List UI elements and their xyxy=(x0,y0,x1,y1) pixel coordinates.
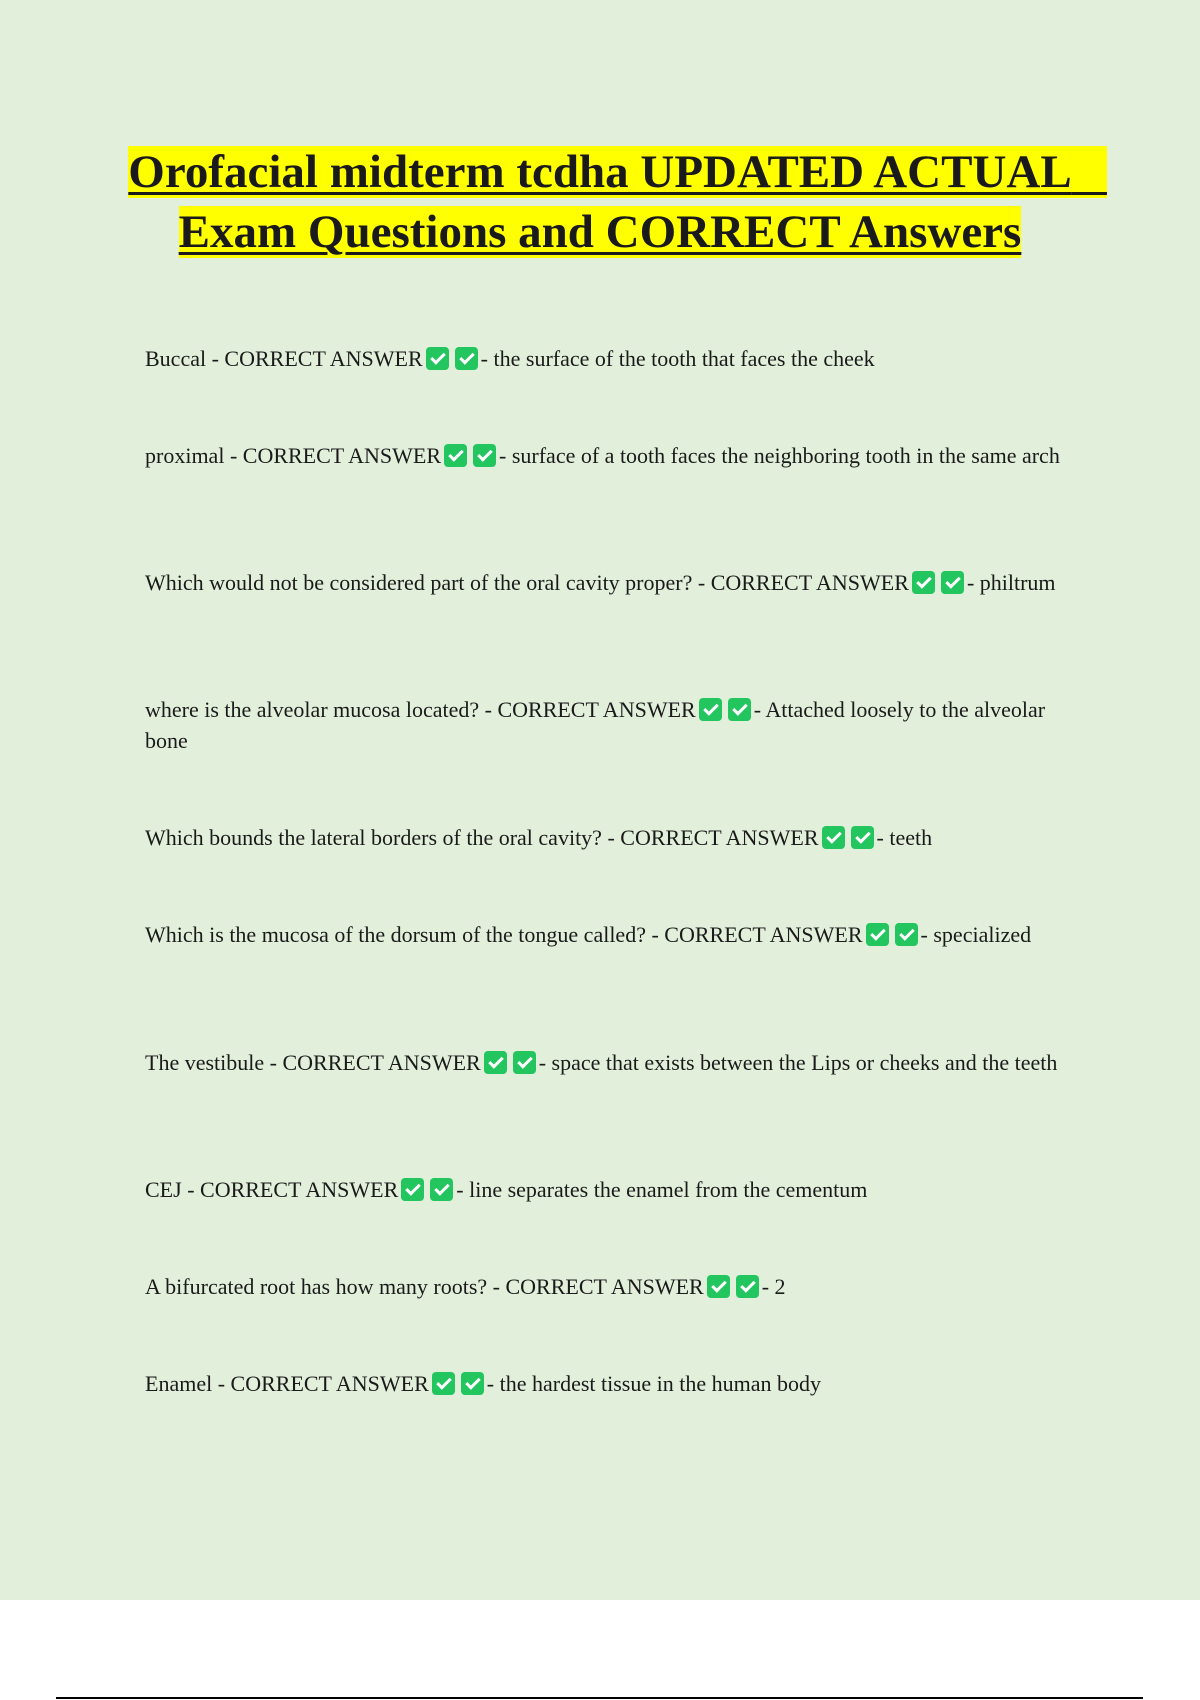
qa-answer: the surface of the tooth that faces the cheek xyxy=(493,346,875,371)
qa-answer: 2 xyxy=(774,1274,786,1299)
check-mark-icon xyxy=(426,347,449,370)
document-title-text: Orofacial midterm tcdha UPDATED ACTUAL Exam Questions and CORRECT Answers xyxy=(128,146,1107,258)
qa-question: Which is the mucosa of the dorsum of the tongue called? xyxy=(145,922,646,947)
check-mark-icon xyxy=(728,698,751,721)
qa-item: proximal - CORRECT ANSWER - surface of a tooth faces the neighboring tooth in the same arch xyxy=(145,443,1060,468)
qa-answer-marker: CORRECT ANSWER xyxy=(230,1371,429,1396)
qa-item: CEJ - CORRECT ANSWER - line separates the enamel from the cementum xyxy=(145,1177,868,1202)
qa-answer: philtrum xyxy=(979,570,1056,595)
qa-answer: specialized xyxy=(933,922,1032,947)
check-mark-icon xyxy=(851,826,874,849)
qa-answer: Attached loosely to the alveolar bone xyxy=(145,697,1046,753)
qa-answer: surface of a tooth faces the neighboring tooth in the same arch xyxy=(511,443,1060,468)
qa-answer: space that exists between the Lips or cheeks and the teeth xyxy=(551,1050,1058,1075)
check-mark-icon xyxy=(430,1178,453,1201)
qa-item: Which bounds the lateral borders of the oral cavity? - CORRECT ANSWER - teeth xyxy=(145,825,933,850)
check-mark-icon xyxy=(484,1051,507,1074)
qa-answer-marker: CORRECT ANSWER xyxy=(664,922,863,947)
qa-item: Enamel - CORRECT ANSWER - the hardest tissue in the human body xyxy=(145,1371,821,1396)
check-mark-icon xyxy=(699,698,722,721)
check-mark-icon xyxy=(461,1372,484,1395)
check-mark-icon xyxy=(473,444,496,467)
qa-question: Buccal xyxy=(145,346,207,371)
qa-item: Buccal - CORRECT ANSWER - the surface of the tooth that faces the cheek xyxy=(145,346,875,371)
qa-question: CEJ xyxy=(145,1177,182,1202)
qa-answer: the hardest tissue in the human body xyxy=(499,1371,821,1396)
check-mark-icon xyxy=(432,1372,455,1395)
qa-answer-marker: CORRECT ANSWER xyxy=(242,443,442,468)
qa-answer-marker: CORRECT ANSWER xyxy=(224,346,423,371)
qa-answer-marker: CORRECT ANSWER xyxy=(282,1050,481,1075)
check-mark-icon xyxy=(941,571,964,594)
qa-item: Which would not be considered part of the oral cavity proper? - CORRECT ANSWER - philtrum xyxy=(145,570,1056,595)
check-mark-icon xyxy=(444,444,467,467)
check-mark-icon xyxy=(822,826,845,849)
qa-question: A bifurcated root has how many roots? xyxy=(145,1274,488,1299)
qa-answer-marker: CORRECT ANSWER xyxy=(710,570,909,595)
qa-answer-marker: CORRECT ANSWER xyxy=(200,1177,399,1202)
check-mark-icon xyxy=(912,571,935,594)
footer-divider xyxy=(56,1697,1143,1699)
qa-item: where is the alveolar mucosa located? - CORRECT ANSWER - Attached loosely to the alveolar bone xyxy=(145,697,1046,753)
qa-answer-marker: CORRECT ANSWER xyxy=(620,825,819,850)
qa-item: The vestibule - CORRECT ANSWER - space that exists between the Lips or cheeks and the teeth xyxy=(145,1050,1058,1075)
qa-item: A bifurcated root has how many roots? - CORRECT ANSWER - 2 xyxy=(145,1274,786,1299)
qa-question: proximal xyxy=(145,443,225,468)
check-mark-icon xyxy=(895,923,918,946)
check-mark-icon xyxy=(736,1275,759,1298)
qa-answer-marker: CORRECT ANSWER xyxy=(505,1274,704,1299)
qa-item: Which is the mucosa of the dorsum of the tongue called? - CORRECT ANSWER - specialized xyxy=(145,922,1032,947)
qa-question: Which bounds the lateral borders of the oral cavity? xyxy=(145,825,602,850)
check-mark-icon xyxy=(513,1051,536,1074)
qa-question: Enamel xyxy=(145,1371,213,1396)
qa-question: where is the alveolar mucosa located? xyxy=(145,697,480,722)
check-mark-icon xyxy=(401,1178,424,1201)
check-mark-icon xyxy=(866,923,889,946)
document-title xyxy=(100,142,1107,262)
qa-question: Which would not be considered part of the oral cavity proper? xyxy=(145,570,693,595)
qa-answer: teeth xyxy=(889,825,933,850)
qa-answer-marker: CORRECT ANSWER xyxy=(497,697,696,722)
qa-question: The vestibule xyxy=(145,1050,265,1075)
check-mark-icon xyxy=(455,347,478,370)
qa-answer: line separates the enamel from the cementum xyxy=(469,1177,868,1202)
check-mark-icon xyxy=(707,1275,730,1298)
